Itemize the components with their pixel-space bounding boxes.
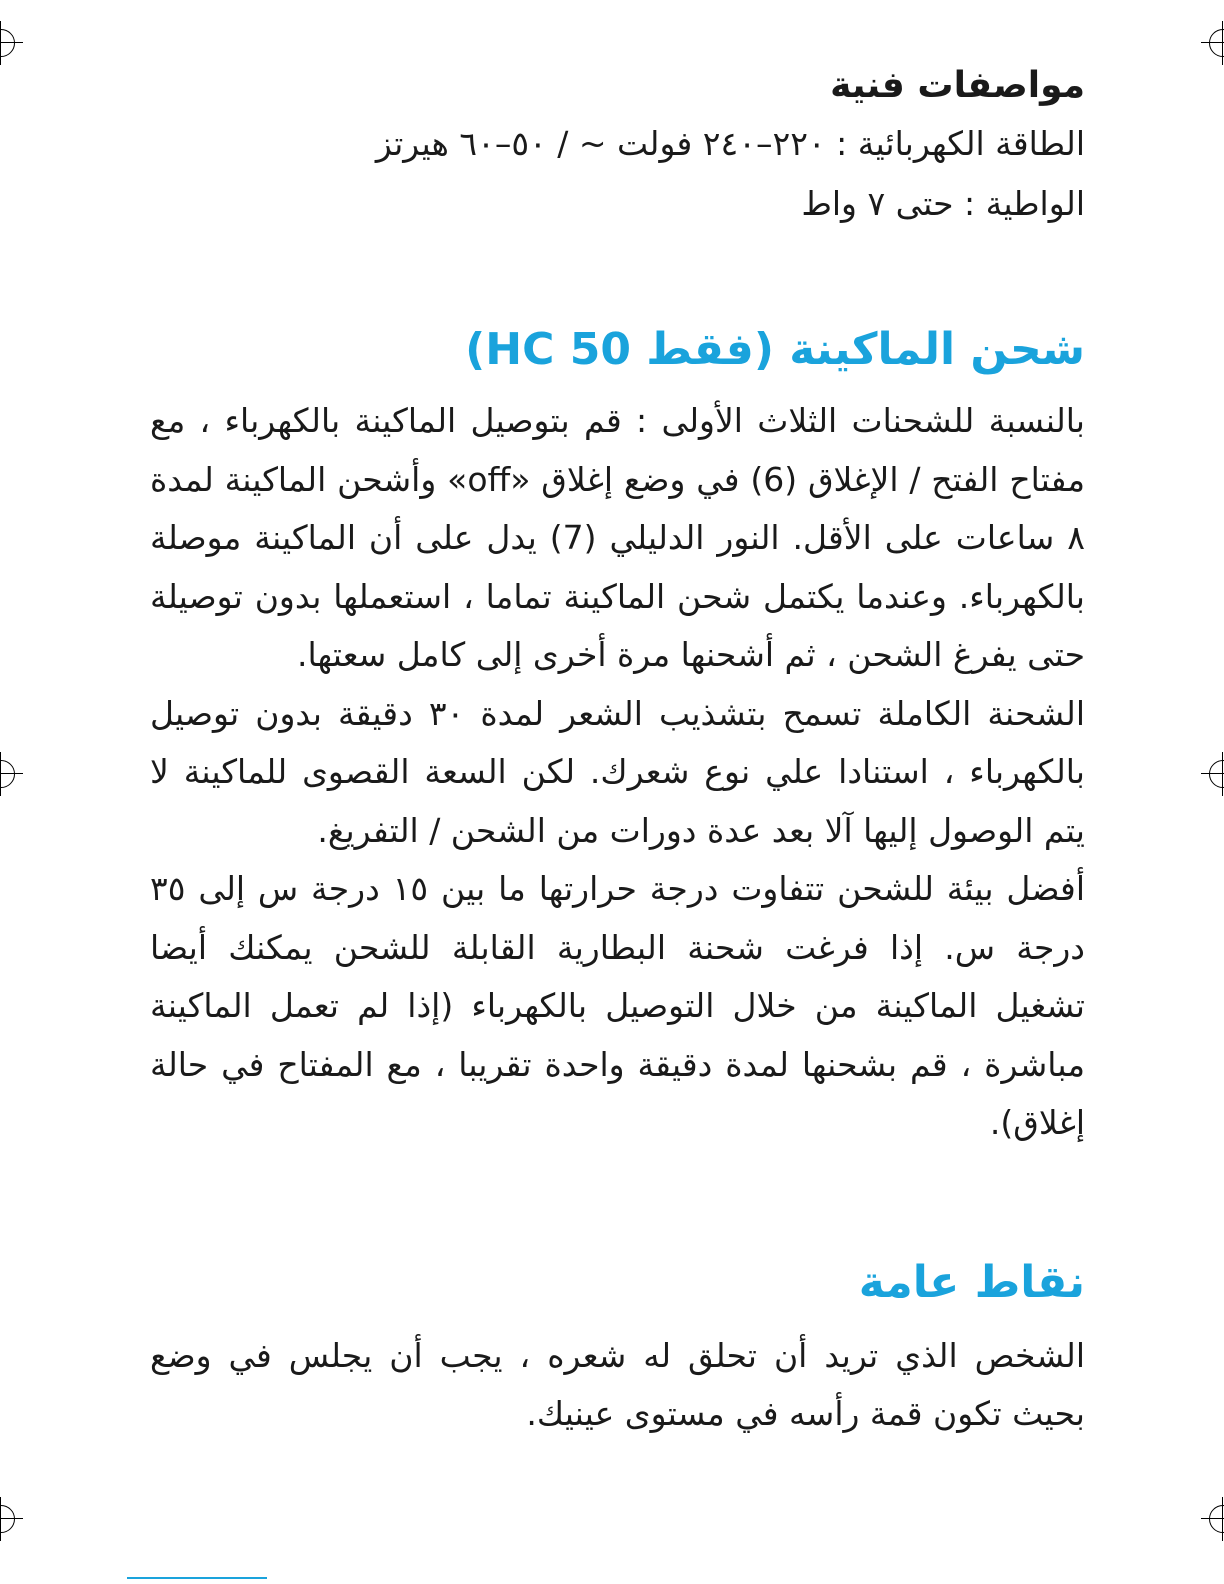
registration-mark-top-left	[0, 21, 23, 65]
charging-paragraph-1: بالنسبة للشحنات الثلاث الأولى : قم بتوصيل الماكينة بالكهرباء ، مع مفتاح الفتح / الإغلاق (6) في وضع إغلاق «off» وأشحن الماكينة لمدة ٨ ساعات على الأقل. النور الدليلي (7) يدل على أن الماكينة موصلة بالكهرباء. وعندما يكتمل شحن الماكينة تماما ، استعملها بدون توصيلة حتى يفرغ الشحن ، ثم أشحنها مرة أخرى إلى كامل سعتها.	[150, 401, 1086, 674]
general-paragraph: الشخص الذي تريد أن تحلق له شعره ، يجب أن يجلس في وضع بحيث تكون قمة رأسه في مستوى عينيك.	[150, 1335, 1085, 1433]
charging-section	[150, 318, 1085, 1153]
charging-paragraph-3: أفضل بيئة للشحن تتفاوت درجة حرارتها ما بين ١٥ درجة س إلى ٣٥ درجة س. إذا فرغت شحنة البطارية القابلة للشحن يمكنك أيضا تشغيل الماكينة من خلال التوصيل بالكهرباء (إذا لم تعمل الماكينة مباشرة ، قم بشحنها لمدة دقيقة واحدة تقريبا ، مع المفتاح في حالة إغلاق).	[150, 869, 1085, 1142]
registration-mark-bottom-left	[0, 1497, 23, 1541]
registration-mark-top-right	[1201, 21, 1224, 65]
charging-title: شحن الماكينة (فقط HC 50)	[465, 324, 1085, 375]
wattage-spec: الواطية : حتى ٧ واط	[801, 184, 1085, 223]
specifications-section	[150, 60, 1085, 232]
registration-mark-mid-left	[0, 752, 23, 796]
registration-mark-mid-right	[1201, 752, 1224, 796]
general-title: نقاط عامة	[858, 1256, 1085, 1308]
registration-mark-bottom-right	[1201, 1497, 1224, 1541]
manual-page	[150, 60, 1085, 1444]
charging-paragraph-2: الشحنة الكاملة تسمح بتشذيب الشعر لمدة ٣٠ دقيقة بدون توصيل بالكهرباء ، استنادا علي نوع شعرك. لكن السعة القصوى للماكينة لا يتم الوصول إليها آلا بعد عدة دورات من الشحن / التفريغ.	[150, 693, 1085, 850]
footer-accent-rule	[127, 1577, 267, 1579]
general-section	[150, 1251, 1085, 1444]
power-spec: الطاقة الكهربائية : ٢٢٠–٢٤٠ فولت ~ / ٥٠–٦٠ هيرتز	[375, 124, 1085, 163]
specifications-title: مواصفات فنية	[830, 65, 1085, 106]
